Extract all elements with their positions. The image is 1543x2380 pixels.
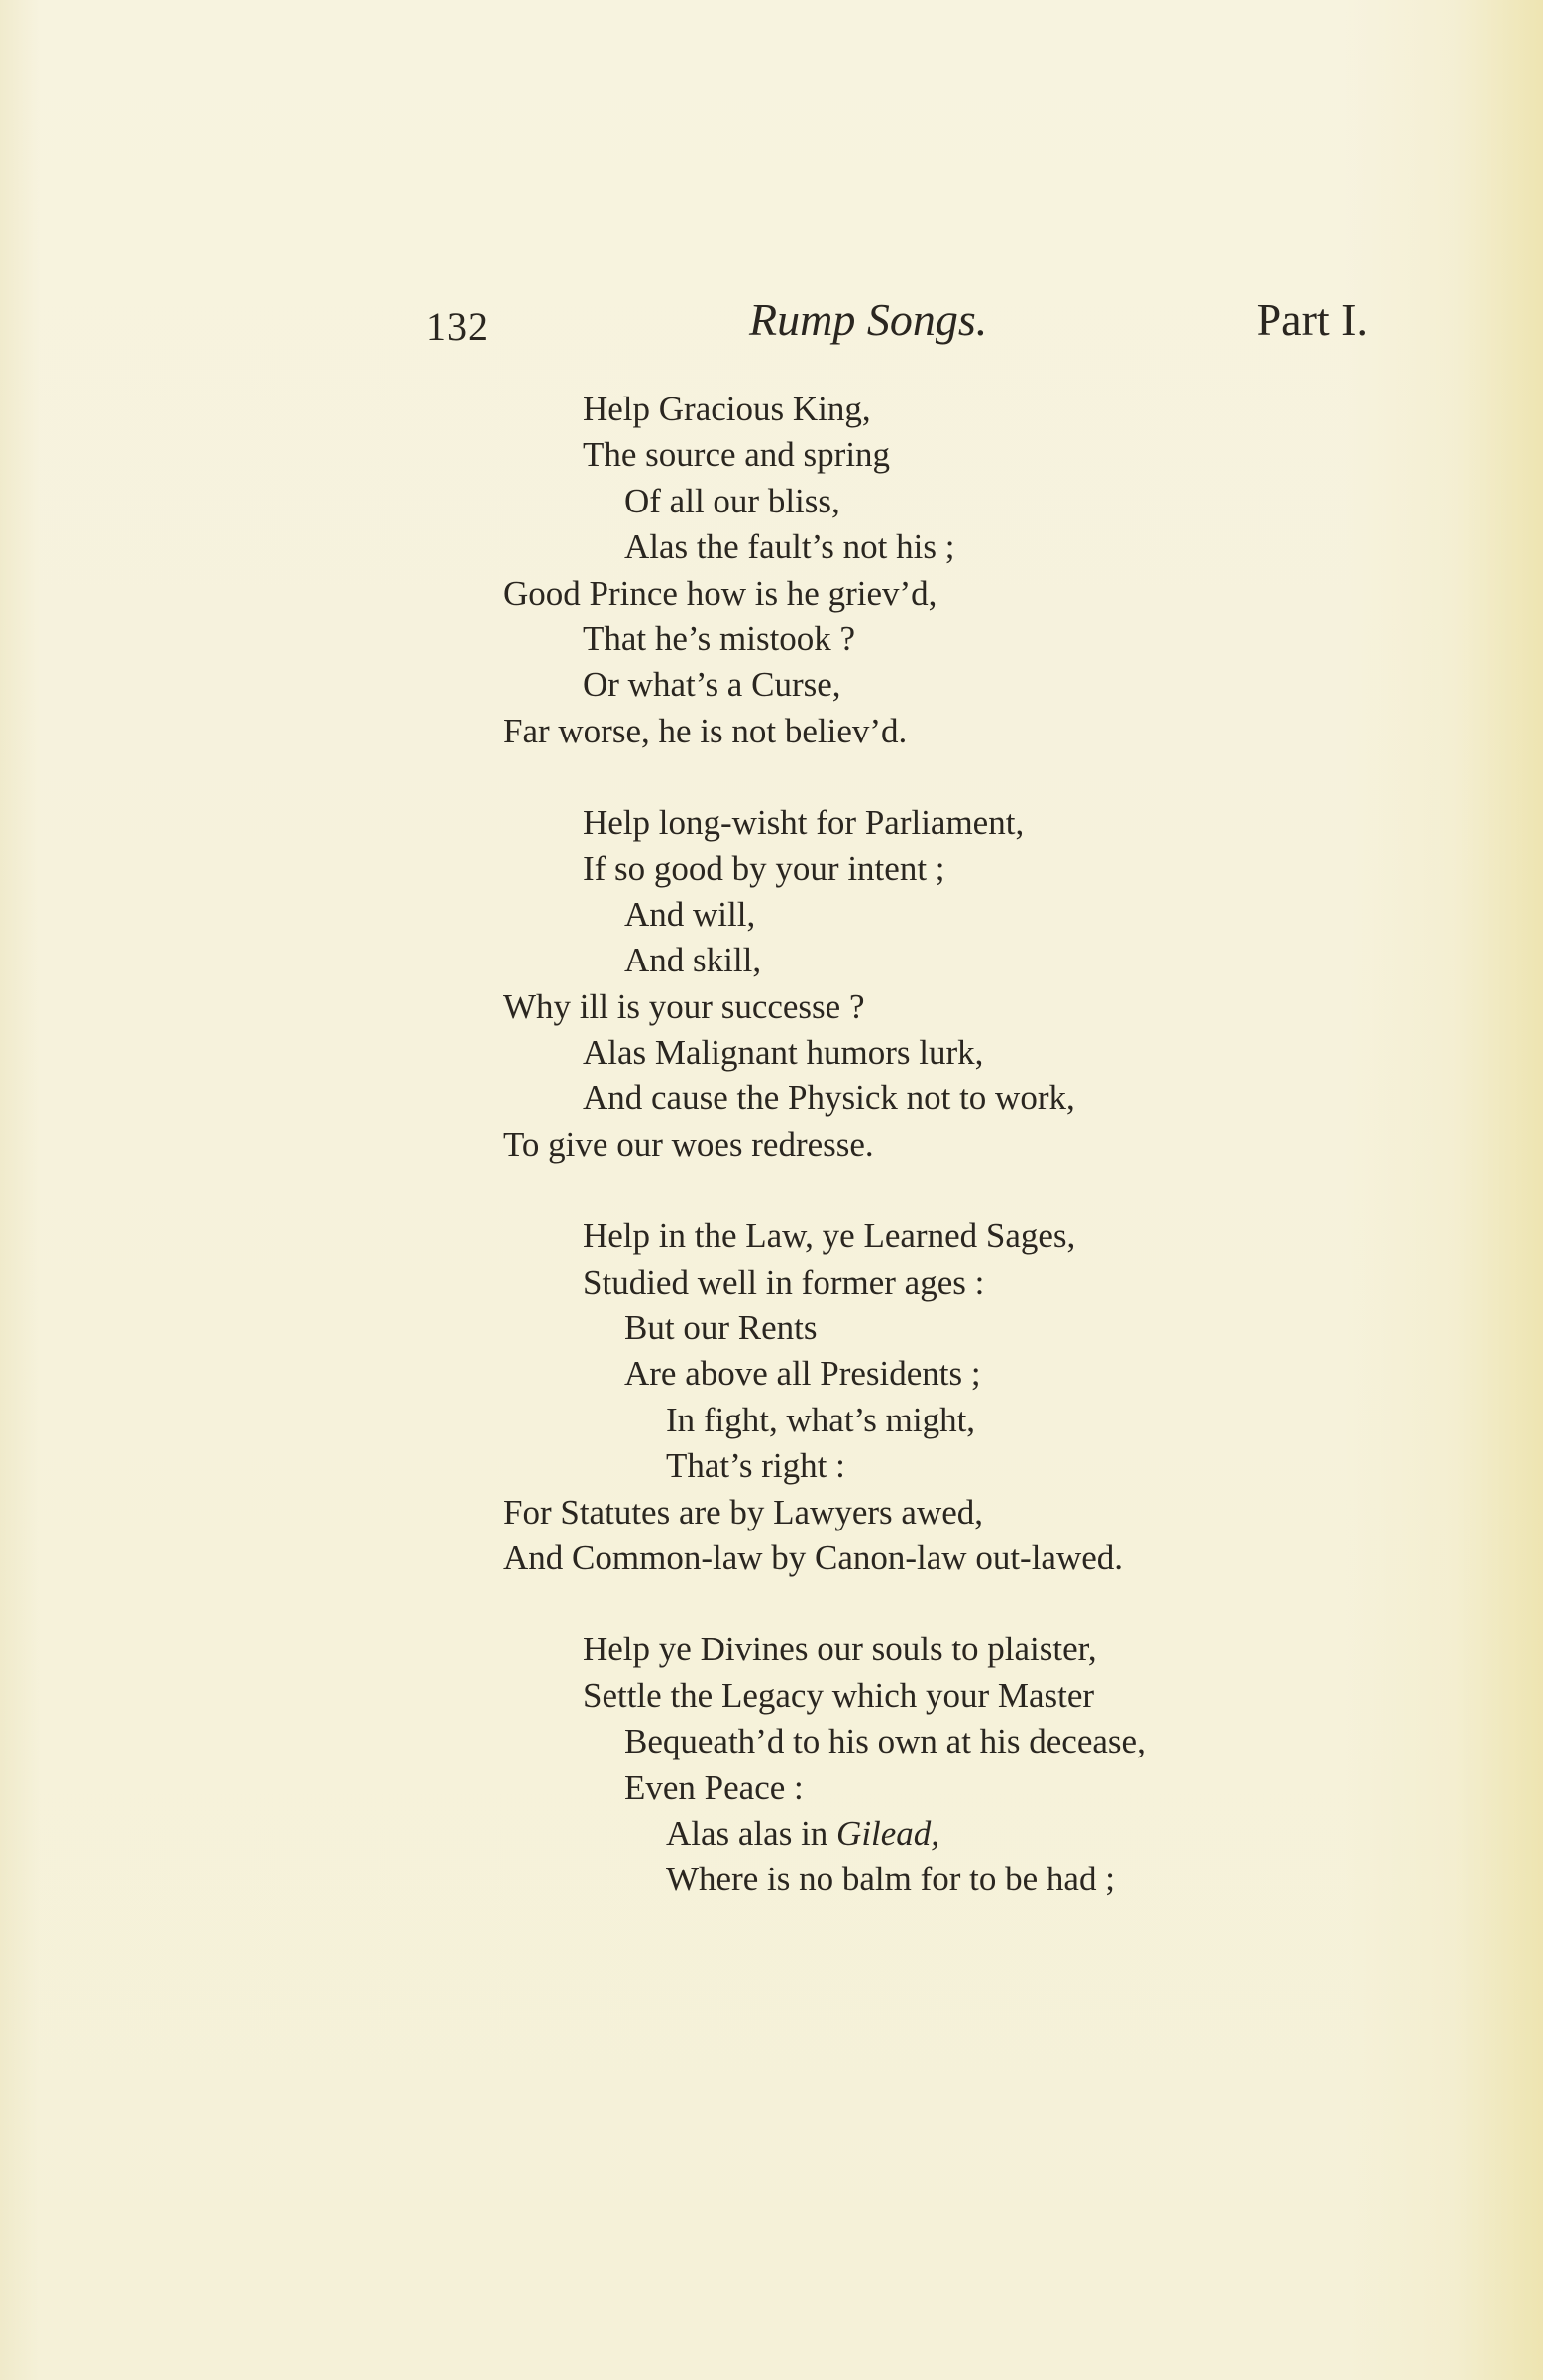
poem-line: And will, [624, 894, 756, 934]
stanza-4 [503, 1627, 1395, 1902]
poem-line: Bequeath’d to his own at his decease, [624, 1722, 1146, 1761]
poem-line: Help long-wisht for Parliament, [583, 803, 1025, 843]
poem-line [503, 1811, 1395, 1857]
poem-line-text: Alas alas in [666, 1813, 837, 1853]
poem-line: But our Rents [624, 1308, 818, 1348]
page-number: 132 [426, 304, 489, 349]
stanza-3 [503, 1213, 1395, 1581]
part-label: Part I. [1256, 294, 1368, 345]
book-title: Rump Songs. [749, 294, 988, 345]
poem-line: Studied well in former ages : [583, 1262, 985, 1302]
stanza-1 [503, 387, 1395, 754]
poem-line: In fight, what’s might, [666, 1400, 976, 1439]
poem-line: And cause the Physick not to work, [583, 1078, 1075, 1118]
poem-line: Settle the Legacy which your Master [583, 1675, 1095, 1715]
poem-line: Help in the Law, ye Learned Sages, [583, 1216, 1076, 1256]
poem-line: Help ye Divines our souls to plaister, [583, 1630, 1097, 1669]
poem-line: The source and spring [583, 435, 891, 475]
poem-line: Alas the fault’s not his ; [624, 527, 955, 567]
poem-line: To give our woes redresse. [503, 1124, 874, 1164]
poem-line: Good Prince how is he griev’d, [503, 573, 937, 613]
poem-line: And skill, [624, 941, 762, 980]
poem-body [503, 387, 1395, 1949]
running-head [426, 293, 1368, 363]
poem-line: If so good by your intent ; [583, 849, 945, 888]
poem-line: And Common-law by Canon-law out-lawed. [503, 1537, 1124, 1577]
poem-line: Where is no balm for to be had ; [666, 1860, 1115, 1899]
poem-line: Why ill is your successe ? [503, 986, 865, 1026]
stanza-2 [503, 800, 1395, 1168]
poem-line: Of all our bliss, [624, 481, 840, 520]
poem-line: Alas Malignant humors lurk, [583, 1033, 984, 1073]
poem-line: Far worse, he is not believ’d. [503, 711, 908, 750]
poem-line: Or what’s a Curse, [583, 665, 841, 705]
poem-line: Even Peace : [624, 1767, 804, 1807]
poem-line: For Statutes are by Lawyers awed, [503, 1492, 984, 1531]
place-name-gilead: Gilead, [836, 1813, 940, 1853]
poem-line: Help Gracious King, [583, 390, 871, 428]
poem-line: That he’s mistook ? [583, 619, 856, 658]
poem-line: That’s right : [666, 1446, 845, 1486]
poem-line: Are above all Presidents ; [624, 1354, 981, 1394]
